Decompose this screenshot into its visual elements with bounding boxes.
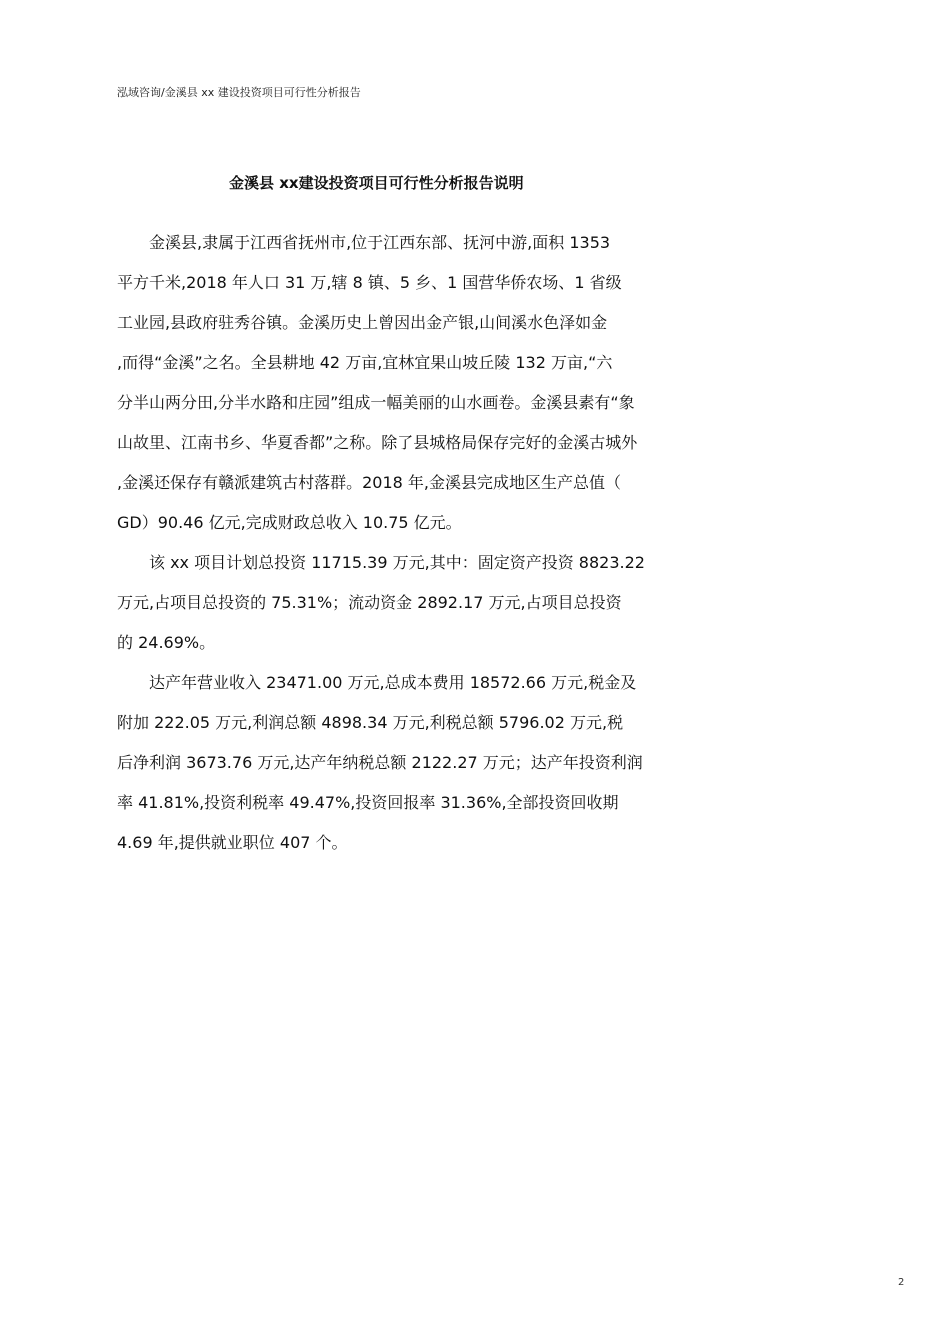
body-line: GD）90.46 亿元,完成财政总收入 10.75 亿元。 (117, 513, 462, 532)
body-line: 后净利润 3673.76 万元,达产年纳税总额 2122.27 万元；达产年投资利润 (117, 753, 643, 772)
page-number: 2 (898, 1277, 905, 1288)
body-line: 工业园,县政府驻秀谷镇。金溪历史上曾因出金产银,山间溪水色泽如金 (117, 313, 608, 332)
body-line: 万元,占项目总投资的 75.31%；流动资金 2892.17 万元,占项目总投资 (117, 593, 622, 612)
body-line: 分半山两分田,分半水路和庄园”组成一幅美丽的山水画卷。金溪县素有“象 (117, 393, 635, 412)
body-line: 4.69 年,提供就业职位 407 个。 (117, 833, 348, 852)
body-line: 率 41.81%,投资利税率 49.47%,投资回报率 31.36%,全部投资回收期 (117, 793, 619, 812)
body-line: ,金溪还保存有赣派建筑古村落群。2018 年,金溪县完成地区生产总值（ (117, 473, 621, 492)
body-line: 达产年营业收入 23471.00 万元,总成本费用 18572.66 万元,税金及 (117, 673, 637, 692)
document-title: 金溪县 xx建设投资项目可行性分析报告说明 (229, 174, 524, 192)
body-line: 的 24.69%。 (117, 633, 216, 652)
body-line: 该 xx 项目计划总投资 11715.39 万元,其中：固定资产投资 8823.22 (117, 553, 645, 572)
body-line: 金溪县,隶属于江西省抚州市,位于江西东部、抚河中游,面积 1353 (117, 233, 611, 252)
body-line: 山故里、江南书乡、华夏香都”之称。除了县城格局保存完好的金溪古城外 (117, 433, 638, 452)
body-line: 附加 222.05 万元,利润总额 4898.34 万元,利税总额 5796.02 万元,税 (117, 713, 624, 732)
page-header: 泓域咨询/金溪县 xx 建设投资项目可行性分析报告 (117, 86, 361, 99)
body-line: ,而得“金溪”之名。全县耕地 42 万亩,宜林宜果山坡丘陵 132 万亩,“六 (117, 353, 613, 372)
body-line: 平方千米,2018 年人口 31 万,辖 8 镇、5 乡、1 国营华侨农场、1 省级 (117, 273, 622, 292)
document-body (117, 232, 677, 872)
